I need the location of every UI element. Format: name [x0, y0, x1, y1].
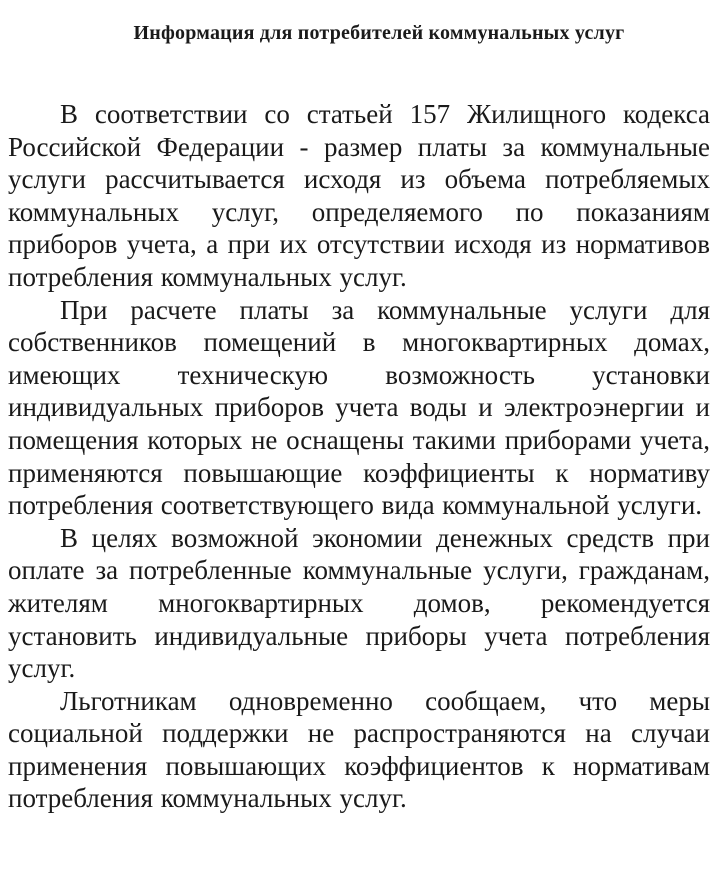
- paragraph-recommendation: В целях возможной экономии денежных средств при оплате за потребленные коммунальные услуги, гражданам, жителям многоквартирных домов, рекомендуется установить индивидуальные приборы учета потребления услуг.: [8, 522, 710, 684]
- paragraph-social-support: Льготникам одновременно сообщаем, что меры социальной поддержки не распространяются на случаи применения повышающих коэффициентов к нормативам потребления коммунальных услуг.: [8, 685, 710, 814]
- document-title: Информация для потребителей коммунальных услуг: [133, 22, 625, 44]
- paragraph-article-157: В соответствии со статьей 157 Жилищного кодекса Российской Федерации - размер платы за коммунальные услуги рассчитывается исходя из объема потребляемых коммунальных услуг, определяемого по показаниям приборов учета, а при их отсутствии исходя из нормативов потребления коммунальных услуг.: [8, 99, 710, 292]
- paragraph-increasing-coefficients: При расчете платы за коммунальные услуги для собственников помещений в многоквартирных домах, имеющих техническую возможность установки индивидуальных приборов учета воды и электроэнергии и помещения которых не оснащены такими приборами учета, применяются повышающие коэффициенты к нормативу потребления соответствующего вида коммунальной услуги.: [8, 294, 710, 521]
